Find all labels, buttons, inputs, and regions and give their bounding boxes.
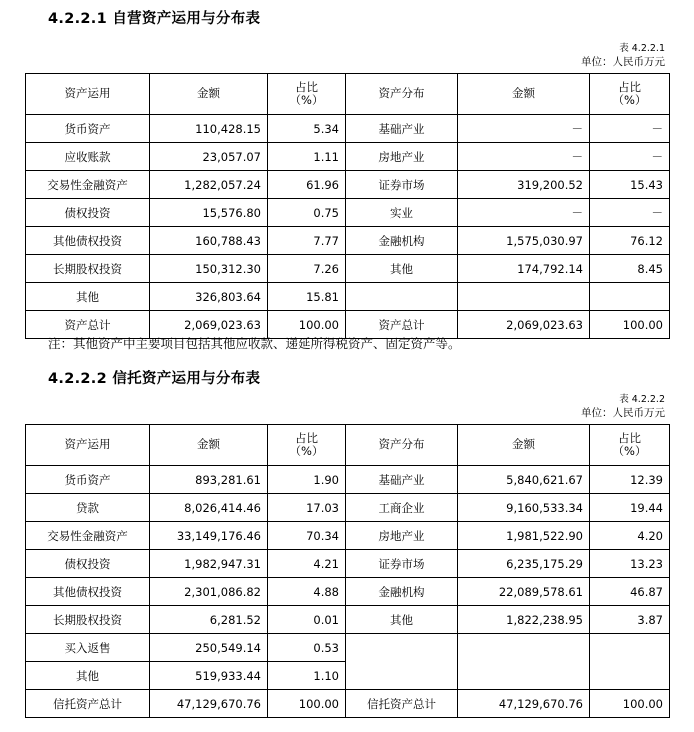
cell-left-ratio: 70.34 [268, 522, 346, 550]
cell-left-ratio: 0.53 [268, 634, 346, 662]
table-row [26, 578, 670, 606]
table-row [26, 227, 670, 255]
cell-left-ratio: 4.88 [268, 578, 346, 606]
cell-right-name [346, 662, 458, 690]
cell-left-amount: 893,281.61 [150, 466, 268, 494]
cell-right-amount [458, 283, 590, 311]
cell-right-name: 金融机构 [346, 578, 458, 606]
cell-right-name: 基础产业 [346, 466, 458, 494]
cell-left-name: 贷款 [26, 494, 150, 522]
cell-left-ratio: 5.34 [268, 115, 346, 143]
header-right-ratio-line1: 占比 [618, 430, 641, 445]
table-row [26, 466, 670, 494]
header-right-amount: 金额 [458, 425, 590, 466]
header-left-amount: 金额 [150, 425, 268, 466]
cell-left-amount: 2,301,086.82 [150, 578, 268, 606]
cell-left-name: 其他 [26, 662, 150, 690]
cell-right-name [346, 283, 458, 311]
cell-right-amount: 47,129,670.76 [458, 690, 590, 718]
table-row [26, 143, 670, 171]
header-left-ratio-line2: （%） [289, 93, 324, 107]
cell-right-ratio: 8.45 [590, 255, 670, 283]
cell-right-amount: 174,792.14 [458, 255, 590, 283]
cell-right-ratio [590, 283, 670, 311]
cell-left-ratio: 15.81 [268, 283, 346, 311]
table-row [26, 550, 670, 578]
table-row [26, 690, 670, 718]
header-right-amount: 金额 [458, 74, 590, 115]
header-right-ratio [590, 74, 670, 115]
cell-left-amount: 1,982,947.31 [150, 550, 268, 578]
table-note-1: 注：其他资产中主要项目包括其他应收款、递延所得税资产、固定资产等。 [48, 336, 461, 351]
cell-left-name: 买入返售 [26, 634, 150, 662]
header-right-name: 资产分布 [346, 74, 458, 115]
table-row [26, 634, 670, 662]
cell-right-amount: － [458, 143, 590, 171]
header-right-ratio-line1: 占比 [618, 79, 641, 94]
cell-right-amount: － [458, 115, 590, 143]
cell-right-ratio: － [590, 143, 670, 171]
cell-right-amount: 1,822,238.95 [458, 606, 590, 634]
cell-left-ratio: 100.00 [268, 690, 346, 718]
cell-right-name: 房地产业 [346, 143, 458, 171]
header-left-ratio-line2: （%） [289, 444, 324, 458]
cell-left-amount: 519,933.44 [150, 662, 268, 690]
table-row [26, 171, 670, 199]
cell-right-name: 其他 [346, 606, 458, 634]
cell-right-name: 其他 [346, 255, 458, 283]
cell-left-name: 其他 [26, 283, 150, 311]
cell-left-amount: 326,803.64 [150, 283, 268, 311]
header-right-ratio-line2: （%） [612, 444, 647, 458]
cell-right-amount: 2,069,023.63 [458, 311, 590, 339]
cell-left-ratio: 100.00 [268, 311, 346, 339]
header-left-ratio [268, 74, 346, 115]
cell-left-name: 货币资产 [26, 115, 150, 143]
cell-right-name: 证券市场 [346, 550, 458, 578]
cell-right-name: 金融机构 [346, 227, 458, 255]
cell-left-ratio: 1.90 [268, 466, 346, 494]
cell-right-ratio: 46.87 [590, 578, 670, 606]
cell-left-amount: 6,281.52 [150, 606, 268, 634]
cell-left-ratio: 1.10 [268, 662, 346, 690]
header-left-amount: 金额 [150, 74, 268, 115]
cell-left-name: 其他债权投资 [26, 578, 150, 606]
section-heading-2: 4.2.2.2 信托资产运用与分布表 [48, 371, 261, 387]
cell-left-name: 长期股权投资 [26, 606, 150, 634]
table-header-row [26, 425, 670, 466]
cell-left-name: 货币资产 [26, 466, 150, 494]
table-row [26, 283, 670, 311]
table-row [26, 606, 670, 634]
header-right-name: 资产分布 [346, 425, 458, 466]
cell-left-name: 交易性金融资产 [26, 522, 150, 550]
table-row [26, 115, 670, 143]
cell-right-ratio [590, 662, 670, 690]
table-row [26, 662, 670, 690]
cell-right-amount: 1,981,522.90 [458, 522, 590, 550]
cell-left-ratio: 17.03 [268, 494, 346, 522]
header-left-name: 资产运用 [26, 74, 150, 115]
self-operated-assets-table [25, 73, 670, 339]
cell-left-ratio: 7.77 [268, 227, 346, 255]
cell-right-amount [458, 634, 590, 662]
cell-right-amount: 319,200.52 [458, 171, 590, 199]
cell-left-amount: 47,129,670.76 [150, 690, 268, 718]
cell-right-amount: 6,235,175.29 [458, 550, 590, 578]
cell-right-ratio: 15.43 [590, 171, 670, 199]
cell-left-amount: 110,428.15 [150, 115, 268, 143]
cell-right-amount: 9,160,533.34 [458, 494, 590, 522]
table-row [26, 199, 670, 227]
cell-right-name [346, 634, 458, 662]
header-right-ratio-line2: （%） [612, 93, 647, 107]
cell-right-ratio: 13.23 [590, 550, 670, 578]
cell-left-ratio: 1.11 [268, 143, 346, 171]
cell-left-ratio: 0.75 [268, 199, 346, 227]
cell-right-ratio [590, 634, 670, 662]
cell-right-ratio: 76.12 [590, 227, 670, 255]
cell-left-ratio: 4.21 [268, 550, 346, 578]
cell-right-name: 信托资产总计 [346, 690, 458, 718]
table-row [26, 255, 670, 283]
table-unit-2: 单位：人民币万元 [581, 407, 665, 419]
cell-left-amount: 160,788.43 [150, 227, 268, 255]
cell-right-ratio: 100.00 [590, 311, 670, 339]
cell-left-amount: 250,549.14 [150, 634, 268, 662]
cell-right-amount: 22,089,578.61 [458, 578, 590, 606]
cell-left-name: 长期股权投资 [26, 255, 150, 283]
cell-right-name: 证券市场 [346, 171, 458, 199]
cell-right-name: 房地产业 [346, 522, 458, 550]
cell-left-ratio: 61.96 [268, 171, 346, 199]
header-left-name: 资产运用 [26, 425, 150, 466]
cell-right-name: 基础产业 [346, 115, 458, 143]
cell-right-name: 资产总计 [346, 311, 458, 339]
cell-left-name: 交易性金融资产 [26, 171, 150, 199]
header-right-ratio [590, 425, 670, 466]
cell-left-name: 资产总计 [26, 311, 150, 339]
header-left-ratio-line1: 占比 [295, 430, 318, 445]
cell-left-ratio: 0.01 [268, 606, 346, 634]
cell-right-ratio: 12.39 [590, 466, 670, 494]
cell-right-ratio: 100.00 [590, 690, 670, 718]
cell-right-amount: 5,840,621.67 [458, 466, 590, 494]
header-left-ratio [268, 425, 346, 466]
table-caption-2: 表 4.2.2.2 [619, 394, 665, 405]
table-unit-1: 单位：人民币万元 [581, 56, 665, 68]
table-row [26, 522, 670, 550]
cell-left-name: 债权投资 [26, 550, 150, 578]
cell-left-amount: 23,057.07 [150, 143, 268, 171]
cell-right-ratio: － [590, 199, 670, 227]
cell-left-amount: 1,282,057.24 [150, 171, 268, 199]
cell-left-name: 信托资产总计 [26, 690, 150, 718]
cell-right-amount: 1,575,030.97 [458, 227, 590, 255]
cell-right-ratio: 3.87 [590, 606, 670, 634]
cell-right-amount [458, 662, 590, 690]
cell-left-amount: 2,069,023.63 [150, 311, 268, 339]
table-caption-1: 表 4.2.2.1 [619, 43, 665, 54]
cell-left-name: 债权投资 [26, 199, 150, 227]
table-header-row [26, 74, 670, 115]
header-left-ratio-line1: 占比 [295, 79, 318, 94]
trust-assets-table [25, 424, 670, 718]
cell-right-ratio: － [590, 115, 670, 143]
cell-left-amount: 33,149,176.46 [150, 522, 268, 550]
cell-right-ratio: 4.20 [590, 522, 670, 550]
table-row [26, 494, 670, 522]
section-heading-1: 4.2.2.1 自营资产运用与分布表 [48, 11, 261, 27]
cell-left-amount: 15,576.80 [150, 199, 268, 227]
cell-left-amount: 150,312.30 [150, 255, 268, 283]
cell-right-name: 实业 [346, 199, 458, 227]
cell-right-amount: － [458, 199, 590, 227]
cell-left-amount: 8,026,414.46 [150, 494, 268, 522]
cell-left-name: 其他债权投资 [26, 227, 150, 255]
cell-left-ratio: 7.26 [268, 255, 346, 283]
cell-right-ratio: 19.44 [590, 494, 670, 522]
cell-right-name: 工商企业 [346, 494, 458, 522]
cell-left-name: 应收账款 [26, 143, 150, 171]
